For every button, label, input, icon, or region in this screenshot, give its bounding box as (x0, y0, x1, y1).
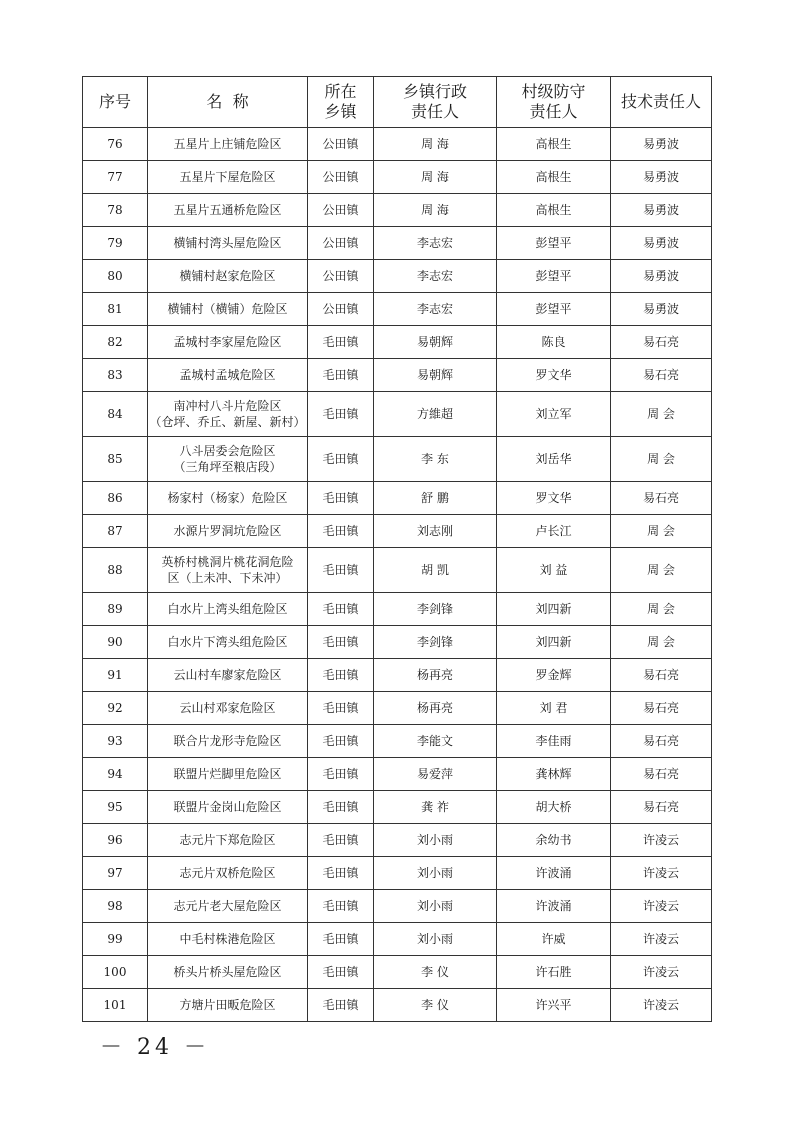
cell-technical: 易石亮 (611, 482, 712, 515)
cell-town-admin: 李 仪 (374, 989, 497, 1022)
cell-town: 毛田镇 (308, 515, 374, 548)
cell-town: 公田镇 (308, 227, 374, 260)
cell-index: 101 (83, 989, 148, 1022)
cell-name: 南冲村八斗片危险区 （仓坪、乔丘、新屋、新村） (148, 392, 308, 437)
cell-index: 90 (83, 626, 148, 659)
cell-village-defense: 余幼书 (497, 824, 611, 857)
cell-town: 毛田镇 (308, 392, 374, 437)
cell-name: 云山村邓家危险区 (148, 692, 308, 725)
table-row (83, 989, 712, 1022)
cell-town-admin: 李剑锋 (374, 626, 497, 659)
cell-name: 横铺村湾头屋危险区 (148, 227, 308, 260)
cell-index: 83 (83, 359, 148, 392)
cell-technical: 许凌云 (611, 923, 712, 956)
header-town-admin: 乡镇行政 责任人 (374, 77, 497, 128)
cell-index: 80 (83, 260, 148, 293)
cell-name: 志元片下郑危险区 (148, 824, 308, 857)
cell-name: 志元片双桥危险区 (148, 857, 308, 890)
cell-technical: 易石亮 (611, 326, 712, 359)
cell-town: 公田镇 (308, 293, 374, 326)
cell-town-admin: 龚 祚 (374, 791, 497, 824)
cell-name: 五星片下屋危险区 (148, 161, 308, 194)
cell-town: 毛田镇 (308, 725, 374, 758)
cell-town-admin: 杨再亮 (374, 659, 497, 692)
cell-name: 英桥村桃洞片桃花洞危险 区（上未冲、下未冲） (148, 548, 308, 593)
cell-index: 99 (83, 923, 148, 956)
cell-index: 85 (83, 437, 148, 482)
cell-town-admin: 胡 凯 (374, 548, 497, 593)
cell-town-admin: 易朝辉 (374, 326, 497, 359)
cell-village-defense: 许波涌 (497, 857, 611, 890)
cell-village-defense: 李佳雨 (497, 725, 611, 758)
cell-index: 96 (83, 824, 148, 857)
cell-town-admin: 刘小雨 (374, 824, 497, 857)
cell-name: 桥头片桥头屋危险区 (148, 956, 308, 989)
cell-technical: 易勇波 (611, 260, 712, 293)
table-row (83, 548, 712, 593)
cell-technical: 许凌云 (611, 857, 712, 890)
cell-town-admin: 易朝辉 (374, 359, 497, 392)
table-row (83, 725, 712, 758)
cell-town: 毛田镇 (308, 437, 374, 482)
page-number: － 24 － (100, 1035, 210, 1060)
cell-town: 毛田镇 (308, 857, 374, 890)
cell-technical: 易勇波 (611, 227, 712, 260)
cell-index: 82 (83, 326, 148, 359)
cell-technical: 易石亮 (611, 359, 712, 392)
cell-town: 毛田镇 (308, 824, 374, 857)
cell-name: 五星片上庄铺危险区 (148, 128, 308, 161)
table-row (83, 227, 712, 260)
cell-village-defense: 龚林辉 (497, 758, 611, 791)
cell-name: 联盟片烂脚里危险区 (148, 758, 308, 791)
cell-town-admin: 周 海 (374, 128, 497, 161)
cell-name: 云山村车廖家危险区 (148, 659, 308, 692)
cell-town-admin: 李剑锋 (374, 593, 497, 626)
cell-town: 毛田镇 (308, 359, 374, 392)
cell-index: 94 (83, 758, 148, 791)
cell-town-admin: 周 海 (374, 161, 497, 194)
cell-village-defense: 刘四新 (497, 626, 611, 659)
cell-name: 杨家村（杨家）危险区 (148, 482, 308, 515)
cell-town-admin: 刘志刚 (374, 515, 497, 548)
cell-index: 97 (83, 857, 148, 890)
cell-name: 孟城村孟城危险区 (148, 359, 308, 392)
cell-technical: 易勇波 (611, 293, 712, 326)
header-name: 名 称 (148, 77, 308, 128)
cell-town-admin: 刘小雨 (374, 923, 497, 956)
cell-name: 八斗居委会危险区 （三角坪至粮店段） (148, 437, 308, 482)
cell-town: 毛田镇 (308, 626, 374, 659)
cell-town-admin: 李志宏 (374, 293, 497, 326)
cell-town: 毛田镇 (308, 692, 374, 725)
header-index: 序号 (83, 77, 148, 128)
cell-technical: 周 会 (611, 593, 712, 626)
cell-technical: 周 会 (611, 548, 712, 593)
cell-index: 87 (83, 515, 148, 548)
cell-index: 84 (83, 392, 148, 437)
cell-town: 毛田镇 (308, 791, 374, 824)
cell-technical: 许凌云 (611, 956, 712, 989)
cell-index: 100 (83, 956, 148, 989)
table-row (83, 659, 712, 692)
table-row (83, 824, 712, 857)
cell-village-defense: 刘 益 (497, 548, 611, 593)
cell-town: 毛田镇 (308, 659, 374, 692)
table-row (83, 791, 712, 824)
cell-town-admin: 易爱萍 (374, 758, 497, 791)
cell-town: 公田镇 (308, 260, 374, 293)
cell-village-defense: 彭望平 (497, 260, 611, 293)
cell-name: 孟城村李家屋危险区 (148, 326, 308, 359)
table-row (83, 359, 712, 392)
cell-town-admin: 方維超 (374, 392, 497, 437)
table-row (83, 128, 712, 161)
cell-village-defense: 刘岳华 (497, 437, 611, 482)
cell-village-defense: 许石胜 (497, 956, 611, 989)
cell-index: 93 (83, 725, 148, 758)
cell-index: 89 (83, 593, 148, 626)
cell-name: 志元片老大屋危险区 (148, 890, 308, 923)
cell-name: 横铺村（横铺）危险区 (148, 293, 308, 326)
table-row (83, 326, 712, 359)
cell-town: 毛田镇 (308, 482, 374, 515)
cell-name: 水源片罗洞坑危险区 (148, 515, 308, 548)
cell-town: 毛田镇 (308, 593, 374, 626)
cell-index: 92 (83, 692, 148, 725)
cell-name: 白水片上湾头组危险区 (148, 593, 308, 626)
table-row (83, 956, 712, 989)
cell-village-defense: 高根生 (497, 194, 611, 227)
cell-town-admin: 刘小雨 (374, 890, 497, 923)
cell-town: 毛田镇 (308, 890, 374, 923)
cell-village-defense: 罗金辉 (497, 659, 611, 692)
cell-technical: 易石亮 (611, 692, 712, 725)
table-header-row (83, 77, 712, 128)
cell-village-defense: 彭望平 (497, 293, 611, 326)
cell-technical: 易勇波 (611, 128, 712, 161)
cell-index: 86 (83, 482, 148, 515)
cell-village-defense: 许威 (497, 923, 611, 956)
cell-town-admin: 杨再亮 (374, 692, 497, 725)
table-row (83, 194, 712, 227)
cell-village-defense: 彭望平 (497, 227, 611, 260)
cell-index: 91 (83, 659, 148, 692)
table-row (83, 626, 712, 659)
header-technical: 技术责任人 (611, 77, 712, 128)
table-row (83, 482, 712, 515)
table-row (83, 593, 712, 626)
cell-technical: 许凌云 (611, 824, 712, 857)
cell-name: 白水片下湾头组危险区 (148, 626, 308, 659)
cell-village-defense: 卢长江 (497, 515, 611, 548)
cell-technical: 易石亮 (611, 725, 712, 758)
table-row (83, 392, 712, 437)
table-row (83, 923, 712, 956)
table-row (83, 437, 712, 482)
table-row (83, 857, 712, 890)
cell-index: 79 (83, 227, 148, 260)
cell-town: 毛田镇 (308, 758, 374, 791)
cell-technical: 易石亮 (611, 659, 712, 692)
cell-town: 公田镇 (308, 161, 374, 194)
hazard-zone-table (82, 76, 712, 1022)
cell-village-defense: 高根生 (497, 161, 611, 194)
cell-technical: 周 会 (611, 392, 712, 437)
cell-technical: 易勇波 (611, 194, 712, 227)
table-row (83, 260, 712, 293)
header-town: 所在 乡镇 (308, 77, 374, 128)
header-village-defense: 村级防守 责任人 (497, 77, 611, 128)
cell-index: 78 (83, 194, 148, 227)
cell-town: 公田镇 (308, 194, 374, 227)
table-row (83, 890, 712, 923)
cell-town-admin: 周 海 (374, 194, 497, 227)
cell-index: 77 (83, 161, 148, 194)
cell-name: 联合片龙形寺危险区 (148, 725, 308, 758)
cell-town: 毛田镇 (308, 326, 374, 359)
cell-village-defense: 罗文华 (497, 482, 611, 515)
cell-town-admin: 李志宏 (374, 227, 497, 260)
cell-village-defense: 刘四新 (497, 593, 611, 626)
cell-village-defense: 陈良 (497, 326, 611, 359)
cell-name: 横铺村赵家危险区 (148, 260, 308, 293)
cell-town-admin: 刘小雨 (374, 857, 497, 890)
cell-town: 毛田镇 (308, 548, 374, 593)
cell-technical: 周 会 (611, 437, 712, 482)
cell-technical: 许凌云 (611, 989, 712, 1022)
cell-town: 公田镇 (308, 128, 374, 161)
cell-name: 方塘片田畈危险区 (148, 989, 308, 1022)
table-row (83, 515, 712, 548)
cell-index: 95 (83, 791, 148, 824)
cell-village-defense: 许兴平 (497, 989, 611, 1022)
table-row (83, 692, 712, 725)
cell-village-defense: 刘立军 (497, 392, 611, 437)
cell-village-defense: 胡大桥 (497, 791, 611, 824)
cell-index: 81 (83, 293, 148, 326)
cell-village-defense: 高根生 (497, 128, 611, 161)
cell-technical: 许凌云 (611, 890, 712, 923)
cell-town: 毛田镇 (308, 956, 374, 989)
cell-name: 中毛村株港危险区 (148, 923, 308, 956)
cell-town: 毛田镇 (308, 923, 374, 956)
cell-technical: 易勇波 (611, 161, 712, 194)
cell-index: 98 (83, 890, 148, 923)
cell-technical: 周 会 (611, 515, 712, 548)
cell-town-admin: 李能文 (374, 725, 497, 758)
table-row (83, 293, 712, 326)
cell-name: 五星片五通桥危险区 (148, 194, 308, 227)
cell-town-admin: 李 仪 (374, 956, 497, 989)
table-row (83, 161, 712, 194)
cell-technical: 易石亮 (611, 758, 712, 791)
cell-town-admin: 舒 鹏 (374, 482, 497, 515)
cell-town: 毛田镇 (308, 989, 374, 1022)
cell-index: 76 (83, 128, 148, 161)
cell-technical: 易石亮 (611, 791, 712, 824)
cell-technical: 周 会 (611, 626, 712, 659)
cell-village-defense: 许波涌 (497, 890, 611, 923)
cell-town-admin: 李 东 (374, 437, 497, 482)
cell-town-admin: 李志宏 (374, 260, 497, 293)
table-row (83, 758, 712, 791)
cell-name: 联盟片金岗山危险区 (148, 791, 308, 824)
cell-index: 88 (83, 548, 148, 593)
cell-village-defense: 罗文华 (497, 359, 611, 392)
cell-village-defense: 刘 君 (497, 692, 611, 725)
